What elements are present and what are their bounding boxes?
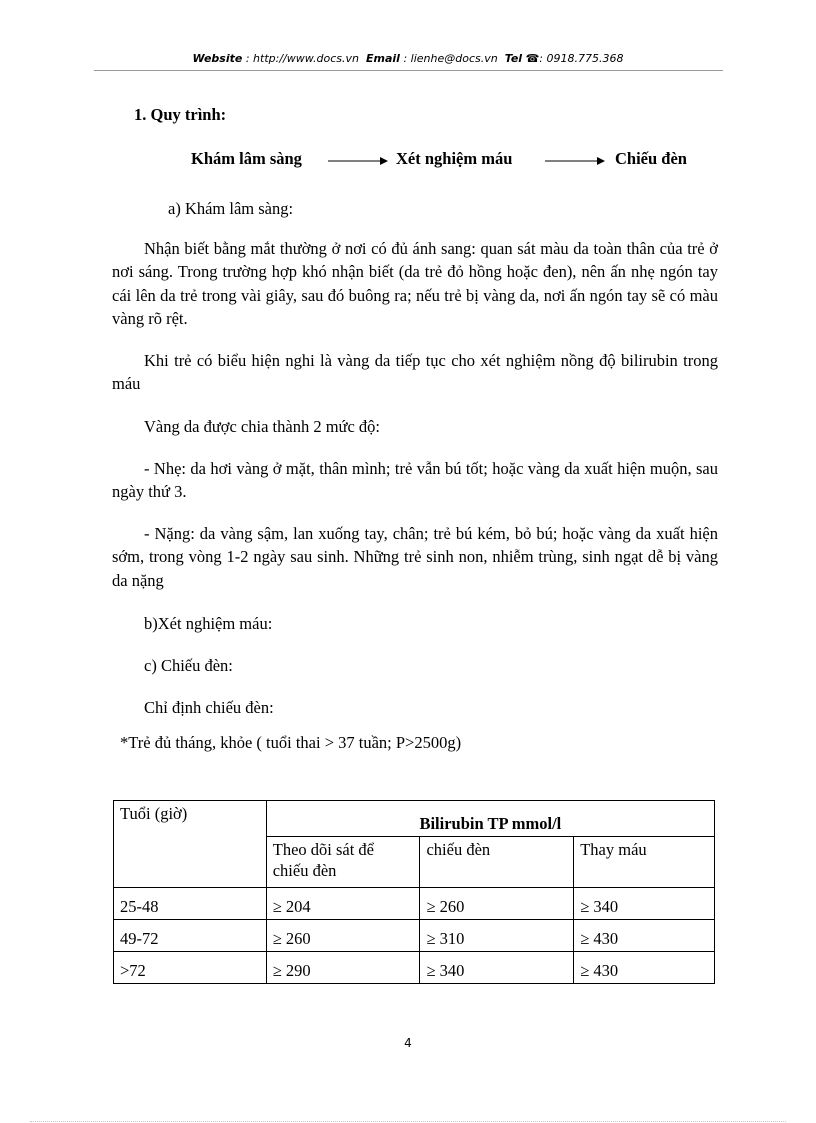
table-cell: ≥ 430 <box>574 952 715 984</box>
age-header: Tuổi (giờ) <box>114 801 267 888</box>
table-row <box>114 952 715 984</box>
email-value: : lienhe@docs.vn <box>403 52 498 65</box>
column-header: Thay máu <box>574 837 715 888</box>
table-cell: ≥ 260 <box>266 920 420 952</box>
bilirubin-group-header: Bilirubin TP mmol/l <box>266 801 714 837</box>
column-header: chiếu đèn <box>420 837 574 888</box>
table-cell: ≥ 430 <box>574 920 715 952</box>
subheading-b: b)Xét nghiệm máu: <box>144 614 273 633</box>
paragraph-test: Khi trẻ có biểu hiện nghi là vàng da tiếp tục cho xét nghiệm nồng độ bilirubin trong máu <box>112 351 718 394</box>
footer-divider <box>30 1121 786 1122</box>
tel-value: : 0918.775.368 <box>539 52 624 65</box>
bilirubin-table <box>113 800 715 984</box>
page-number: 4 <box>404 1036 412 1050</box>
section-heading: 1. Quy trình: <box>134 105 227 124</box>
column-header: Theo dõi sát để chiếu đèn <box>266 837 420 888</box>
phone-icon: ☎ <box>525 52 540 65</box>
website-value: : http://www.docs.vn <box>245 52 360 65</box>
paragraph-severe: - Nặng: da vàng sậm, lan xuống tay, chân; trẻ bú kém, bỏ bú; hoặc vàng da xuất hiện sớm, trong vòng 1-2 ngày sau sinh. Những trẻ sinh non, nhiễm trùng, sinh ngạt dễ bị vàng da nặng <box>112 524 718 590</box>
arrow-right-icon <box>545 155 605 167</box>
table-cell: 25-48 <box>114 888 267 920</box>
tel-label: Tel <box>504 52 523 65</box>
header-divider <box>94 70 723 71</box>
email-label: Email <box>366 52 400 65</box>
table-cell: ≥ 310 <box>420 920 574 952</box>
flow-step-3: Chiếu đèn <box>615 149 687 168</box>
table-cell: 49-72 <box>114 920 267 952</box>
flow-step-2: Xét nghiệm máu <box>396 149 513 168</box>
paragraph-observation: Nhận biết bằng mắt thường ở nơi có đủ ánh sang: quan sát màu da toàn thân của trẻ ở nơi sáng. Trong trường hợp khó nhận biết (da trẻ đỏ hồng hoặc đen), nên ấn nhẹ ngón tay cái lên da trẻ trong vài giây, sau đó buông ra; nếu trẻ bị vàng da, nơi ấn ngón tay sẽ có màu vàng rõ rệt. <box>112 239 718 328</box>
table-row <box>114 888 715 920</box>
paragraph-mild: - Nhẹ: da hơi vàng ở mặt, thân mình; trẻ vẫn bú tốt; hoặc vàng da xuất hiện muộn, sau ngày thứ 3. <box>112 459 718 502</box>
table-cell: ≥ 340 <box>420 952 574 984</box>
indication-label: Chỉ định chiếu đèn: <box>144 698 274 717</box>
table-cell: >72 <box>114 952 267 984</box>
subheading-a: a) Khám lâm sàng: <box>168 199 294 218</box>
arrow-right-icon <box>328 155 388 167</box>
page-header <box>0 52 816 65</box>
table-row <box>114 920 715 952</box>
paragraph-levels: Vàng da được chia thành 2 mức độ: <box>144 417 381 436</box>
table-cell: ≥ 260 <box>420 888 574 920</box>
table-header-row <box>114 801 715 837</box>
table-cell: ≥ 340 <box>574 888 715 920</box>
table-cell: ≥ 290 <box>266 952 420 984</box>
subheading-c: c) Chiếu đèn: <box>144 656 233 675</box>
website-label: Website <box>192 52 243 65</box>
criteria-note: *Trẻ đủ tháng, khỏe ( tuổi thai > 37 tuần; P>2500g) <box>120 733 462 752</box>
table-cell: ≥ 204 <box>266 888 420 920</box>
flow-step-1: Khám lâm sàng <box>191 149 302 168</box>
